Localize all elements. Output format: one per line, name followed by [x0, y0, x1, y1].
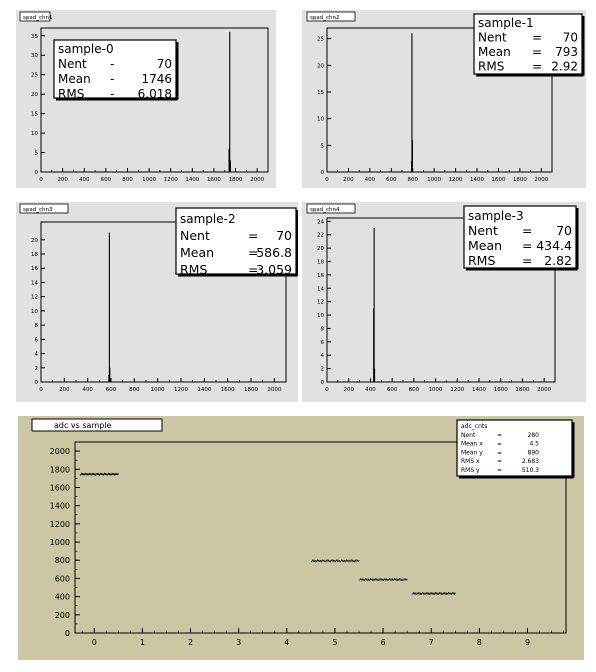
scatter-point	[112, 473, 113, 474]
scatter-point	[441, 594, 442, 595]
stats-label: Mean	[180, 245, 215, 260]
scatter-point	[427, 592, 428, 593]
x-tick-label: 1400	[472, 387, 486, 393]
histogram-title: spad_chn4	[310, 207, 340, 213]
scatter-point	[329, 561, 330, 562]
x-tick-label: 2000	[267, 387, 282, 393]
y-tick-label: 30	[31, 53, 38, 60]
histogram-title: spad_chn1	[23, 15, 53, 21]
scatter-point	[385, 579, 386, 580]
stats-label: Mean	[58, 72, 91, 86]
scatter-point	[445, 594, 446, 595]
scatter-point	[368, 579, 369, 580]
x-tick-label: 800	[129, 387, 140, 393]
scatter-point	[94, 474, 95, 475]
scatter-point	[351, 560, 352, 561]
stats-name: sample-1	[478, 16, 534, 30]
histogram-title: spad_chn2	[310, 15, 340, 21]
scatter-point	[404, 579, 405, 580]
y-tick-label: 5	[320, 143, 324, 150]
scatter-point	[312, 560, 313, 561]
stats-value: 70	[276, 228, 292, 243]
y-tick-label: 2000	[49, 447, 70, 457]
y-tick-label: 8	[320, 326, 324, 333]
scatter-point	[402, 580, 403, 581]
x-tick-label: 1800	[512, 177, 527, 183]
scatter-point	[345, 560, 346, 561]
scatter-point	[87, 473, 88, 474]
scatter-point	[338, 561, 339, 562]
scatter-point	[451, 594, 452, 595]
scatter-point	[83, 474, 84, 475]
scatter-point	[453, 593, 454, 594]
x-tick-label: 600	[386, 387, 398, 393]
scatter-point	[107, 474, 108, 475]
x-tick-label: 400	[82, 387, 93, 393]
scatter-point	[372, 580, 373, 581]
scatter-point	[85, 474, 86, 475]
scatter-point	[351, 561, 352, 562]
stats-label: RMS y	[461, 467, 480, 474]
stats-value: 2.92	[551, 59, 578, 74]
y-tick-label: 1800	[49, 465, 70, 475]
y-tick-label: 600	[54, 574, 70, 584]
stats-separator: =	[522, 253, 533, 268]
stats-value: 6.018	[137, 87, 172, 101]
y-tick-label: 35	[31, 33, 38, 40]
scatter-point	[371, 579, 372, 580]
scatter-point	[406, 580, 407, 581]
stats-value: 4.5	[529, 440, 539, 448]
scatter-point	[413, 593, 414, 594]
scatter-point	[354, 560, 355, 561]
stats-separator: =	[532, 45, 543, 59]
y-tick-label: 14	[31, 280, 38, 287]
x-tick-label: 7	[428, 638, 434, 647]
stats-separator: =	[522, 238, 533, 253]
x-tick-label: 1400	[470, 177, 484, 183]
x-tick-label: 1800	[228, 177, 243, 183]
x-tick-label: 2000	[537, 387, 552, 393]
y-tick-label: 24	[317, 219, 324, 226]
stats-value: 70	[556, 223, 572, 238]
scatter-point	[428, 594, 429, 595]
scatter-point	[438, 594, 439, 595]
stats-label: Nent	[468, 223, 498, 238]
y-tick-label: 800	[54, 556, 70, 566]
stats-label: RMS x	[461, 458, 480, 466]
scatter-title: adc vs sample	[54, 421, 112, 430]
scatter-point	[398, 580, 399, 581]
y-tick-label: 1200	[49, 519, 70, 529]
y-tick-label: 1400	[49, 501, 70, 511]
scatter-point	[430, 593, 431, 594]
scatter-point	[395, 579, 396, 580]
scatter-point	[402, 579, 403, 580]
scatter-point	[108, 474, 109, 475]
y-tick-label: 6	[320, 339, 324, 346]
scatter-point	[356, 561, 357, 562]
x-tick-label: 200	[343, 177, 354, 183]
x-tick-label: 1000	[428, 387, 443, 393]
scatter-point	[347, 561, 348, 562]
scatter-point	[106, 474, 107, 475]
scatter-point	[340, 561, 341, 562]
x-tick-label: 2000	[534, 177, 549, 183]
scatter-point	[102, 474, 103, 475]
scatter-point	[314, 561, 315, 562]
x-tick-label: 200	[57, 177, 68, 183]
scatter-point	[358, 561, 359, 562]
y-tick-label: 10	[317, 313, 324, 320]
stats-label: Mean	[478, 45, 511, 59]
scatter-point	[369, 580, 370, 581]
histogram-panel-4	[302, 202, 586, 402]
y-tick-label: 0	[34, 380, 38, 386]
x-tick-label: 2000	[250, 177, 265, 183]
stats-separator: =	[497, 449, 503, 457]
scatter-point	[321, 561, 322, 562]
scatter-point	[337, 561, 338, 562]
scatter-point	[114, 473, 115, 474]
y-tick-label: 12	[31, 294, 38, 301]
scatter-point	[376, 579, 377, 580]
scatter-point	[96, 474, 97, 475]
y-tick-label: 15	[31, 111, 38, 118]
scatter-point	[89, 474, 90, 475]
stats-value: 2.82	[544, 253, 572, 268]
y-tick-label: 0	[34, 170, 38, 176]
scatter-point	[103, 475, 104, 476]
scatter-point	[422, 593, 423, 594]
stats-separator: -	[110, 72, 115, 86]
scatter-panel	[18, 416, 584, 660]
histogram-panel-2	[302, 10, 586, 188]
stats-value: 70	[156, 57, 172, 71]
scatter-point	[414, 593, 415, 594]
y-tick-label: 20	[31, 237, 38, 244]
scatter-point	[117, 474, 118, 475]
y-tick-label: 0	[320, 170, 324, 176]
scatter-point	[97, 474, 98, 475]
x-tick-label: 400	[78, 177, 90, 183]
scatter-point	[382, 580, 383, 581]
x-tick-label: 4	[284, 638, 290, 647]
scatter-point	[396, 580, 397, 581]
scatter-point	[440, 592, 441, 593]
x-tick-label: 1000	[142, 177, 157, 183]
x-tick-label: 1200	[448, 177, 463, 183]
scatter-point	[393, 579, 394, 580]
scatter-point	[343, 561, 344, 562]
stats-separator: =	[248, 228, 259, 243]
stats-value: 70	[562, 30, 578, 45]
scatter-point	[334, 561, 335, 562]
y-tick-label: 18	[31, 252, 38, 258]
stats-label: RMS	[58, 87, 85, 101]
scatter-point	[349, 561, 350, 562]
y-tick-label: 25	[31, 72, 38, 79]
scatter-point	[81, 474, 82, 475]
scatter-point	[320, 560, 321, 561]
stats-value: 434.4	[536, 238, 572, 253]
scatter-point	[366, 579, 367, 580]
scatter-point	[323, 561, 324, 562]
x-tick-label: 1600	[491, 177, 506, 183]
y-tick-label: 10	[31, 131, 38, 138]
x-tick-label: 400	[364, 177, 376, 183]
x-tick-label: 200	[343, 387, 354, 393]
stats-separator: =	[248, 262, 259, 277]
y-tick-label: 10	[317, 116, 324, 123]
scatter-point	[425, 594, 426, 595]
scatter-point	[80, 474, 81, 475]
scatter-point	[88, 475, 89, 476]
x-tick-label: 6	[380, 638, 386, 647]
scatter-point	[431, 593, 432, 594]
stats-value: 510.3	[521, 467, 539, 474]
stats-name: adc_cnts	[461, 423, 488, 430]
y-tick-label: 15	[317, 90, 324, 96]
scatter-point	[91, 475, 92, 476]
scatter-point	[335, 561, 336, 562]
scatter-point	[447, 594, 448, 595]
x-tick-label: 600	[386, 177, 397, 183]
scatter-point	[365, 578, 366, 579]
scatter-point	[448, 592, 449, 593]
stats-label: Mean y	[461, 449, 483, 457]
y-tick-label: 2	[320, 366, 324, 373]
scatter-point	[380, 579, 381, 580]
x-tick-label: 0	[325, 387, 329, 393]
stats-label: RMS	[180, 262, 208, 277]
scatter-point	[101, 474, 102, 475]
scatter-point	[94, 473, 95, 474]
scatter-point	[450, 593, 451, 594]
stats-value: 793	[555, 45, 578, 59]
scatter-point	[362, 580, 363, 581]
scatter-point	[418, 593, 419, 594]
scatter-point	[317, 560, 318, 561]
y-tick-label: 20	[317, 63, 324, 70]
x-tick-label: 600	[105, 387, 117, 393]
y-tick-label: 200	[54, 610, 70, 620]
scatter-point	[332, 561, 333, 562]
y-tick-label: 18	[317, 259, 324, 266]
stats-separator: =	[522, 223, 533, 238]
scatter-point	[399, 578, 400, 579]
scatter-point	[348, 561, 349, 562]
scatter-point	[444, 593, 445, 594]
x-tick-label: 200	[59, 387, 70, 393]
scatter-point	[421, 594, 422, 595]
scatter-point	[343, 560, 344, 561]
stats-label: Nent	[478, 30, 507, 45]
x-tick-label: 9	[524, 638, 531, 647]
scatter-point	[99, 475, 100, 476]
scatter-point	[400, 579, 401, 580]
scatter-point	[454, 594, 455, 595]
stats-separator: =	[497, 440, 503, 448]
histogram-panel-1	[16, 10, 276, 188]
scatter-point	[316, 561, 317, 562]
y-tick-label: 400	[54, 592, 70, 602]
scatter-point	[424, 594, 425, 595]
x-tick-label: 1400	[197, 387, 212, 393]
scatter-point	[388, 580, 389, 581]
scatter-point	[373, 580, 374, 581]
stats-value: 586.8	[256, 245, 292, 260]
x-tick-label: 0	[39, 177, 43, 183]
scatter-point	[448, 593, 449, 594]
stats-name: sample-3	[468, 209, 524, 223]
stats-value: 890	[527, 449, 539, 457]
scatter-point	[325, 561, 326, 562]
y-tick-label: 20	[317, 246, 324, 253]
histogram-panel-3	[16, 202, 298, 402]
scatter-point	[105, 473, 106, 474]
x-tick-label: 1600	[206, 177, 221, 183]
scatter-point	[415, 594, 416, 595]
x-tick-label: 800	[122, 177, 133, 183]
y-tick-label: 5	[34, 150, 38, 157]
x-tick-label: 1600	[220, 387, 235, 393]
scatter-point	[90, 474, 91, 475]
scatter-point	[116, 474, 117, 475]
x-tick-label: 800	[407, 177, 418, 183]
stats-value: 3.059	[256, 262, 292, 277]
stats-name: sample-2	[180, 212, 236, 226]
y-tick-label: 4	[34, 351, 38, 358]
stats-value: 2.683	[521, 458, 539, 466]
stats-name: sample-0	[58, 42, 114, 56]
scatter-point	[360, 579, 361, 580]
scatter-point	[434, 594, 435, 595]
y-tick-label: 25	[317, 36, 324, 43]
stats-label: Nent	[58, 57, 87, 71]
y-tick-label: 8	[34, 323, 38, 330]
scatter-point	[435, 593, 436, 594]
x-tick-label: 800	[408, 387, 420, 393]
stats-label: Mean	[468, 238, 503, 253]
scatter-point	[391, 580, 392, 581]
scatter-point	[383, 580, 384, 581]
y-tick-label: 1000	[49, 538, 70, 548]
x-tick-label: 1200	[450, 387, 465, 393]
y-tick-label: 1600	[49, 483, 70, 493]
histogram-title: spad_chn3	[23, 207, 53, 213]
stats-value: 280	[527, 431, 539, 439]
scatter-point	[98, 474, 99, 475]
y-tick-label: 0	[320, 380, 324, 386]
y-tick-label: 10	[31, 308, 38, 315]
scatter-point	[418, 592, 419, 593]
x-tick-label: 1800	[244, 387, 258, 393]
scatter-point	[114, 475, 115, 476]
y-tick-label: 2	[34, 365, 38, 372]
stats-separator: =	[532, 30, 543, 45]
scatter-point	[420, 593, 421, 594]
stats-label: Nent	[180, 228, 210, 243]
stats-separator: =	[497, 458, 503, 466]
scatter-point	[377, 580, 378, 581]
stats-label: Nent	[461, 431, 476, 439]
scatter-point	[379, 579, 380, 580]
stats-separator: =	[248, 245, 259, 260]
x-tick-label: 1200	[174, 387, 188, 393]
x-tick-label: 0	[39, 387, 43, 393]
stats-separator: =	[497, 431, 503, 439]
stats-label: RMS	[478, 59, 505, 74]
scatter-point	[112, 474, 113, 475]
scatter-point	[387, 580, 388, 581]
scatter-point	[110, 474, 111, 475]
scatter-point	[84, 475, 85, 476]
scatter-point	[391, 579, 392, 580]
scatter-point	[437, 594, 438, 595]
x-tick-label: 5	[332, 638, 338, 647]
y-tick-label: 4	[320, 353, 324, 360]
scatter-point	[313, 561, 314, 562]
x-tick-label: 1	[139, 638, 145, 647]
y-tick-label: 20	[31, 92, 38, 99]
y-tick-label: 16	[31, 266, 38, 273]
y-tick-label: 6	[34, 337, 38, 344]
scatter-point	[111, 475, 112, 476]
y-tick-label: 16	[317, 272, 324, 279]
x-tick-label: 1000	[427, 177, 442, 183]
y-tick-label: 22	[317, 232, 324, 239]
scatter-point	[331, 560, 332, 561]
y-tick-label: 14	[317, 286, 324, 293]
x-tick-label: 1400	[185, 177, 200, 183]
stats-value: 1746	[141, 72, 172, 86]
x-tick-label: 1200	[163, 177, 178, 183]
scatter-point	[324, 561, 325, 562]
scatter-point	[85, 473, 86, 474]
x-tick-label: 1600	[493, 387, 508, 393]
scatter-point	[416, 594, 417, 595]
stats-separator: -	[110, 87, 115, 101]
stats-separator: =	[532, 59, 543, 74]
x-tick-label: 400	[365, 387, 376, 393]
x-tick-label: 8	[476, 638, 482, 647]
scatter-point	[361, 579, 362, 580]
stats-label: Mean x	[461, 440, 483, 448]
x-tick-label: 0	[91, 638, 97, 647]
scatter-point	[443, 593, 444, 594]
scatter-point	[364, 580, 365, 581]
x-tick-label: 1000	[150, 387, 165, 393]
stats-label: RMS	[468, 253, 496, 268]
x-tick-label: 600	[100, 177, 112, 183]
x-tick-label: 1800	[515, 387, 530, 393]
x-tick-label: 0	[325, 177, 329, 183]
scatter-point	[318, 561, 319, 562]
scatter-point	[328, 560, 329, 561]
x-tick-label: 2	[187, 638, 194, 647]
stats-separator: =	[497, 467, 503, 474]
y-tick-label: 12	[317, 299, 324, 306]
scatter-point	[432, 594, 433, 595]
x-tick-label: 3	[236, 638, 242, 647]
stats-separator: -	[110, 57, 115, 71]
scatter-point	[354, 561, 355, 562]
y-tick-label: 0	[64, 629, 70, 638]
